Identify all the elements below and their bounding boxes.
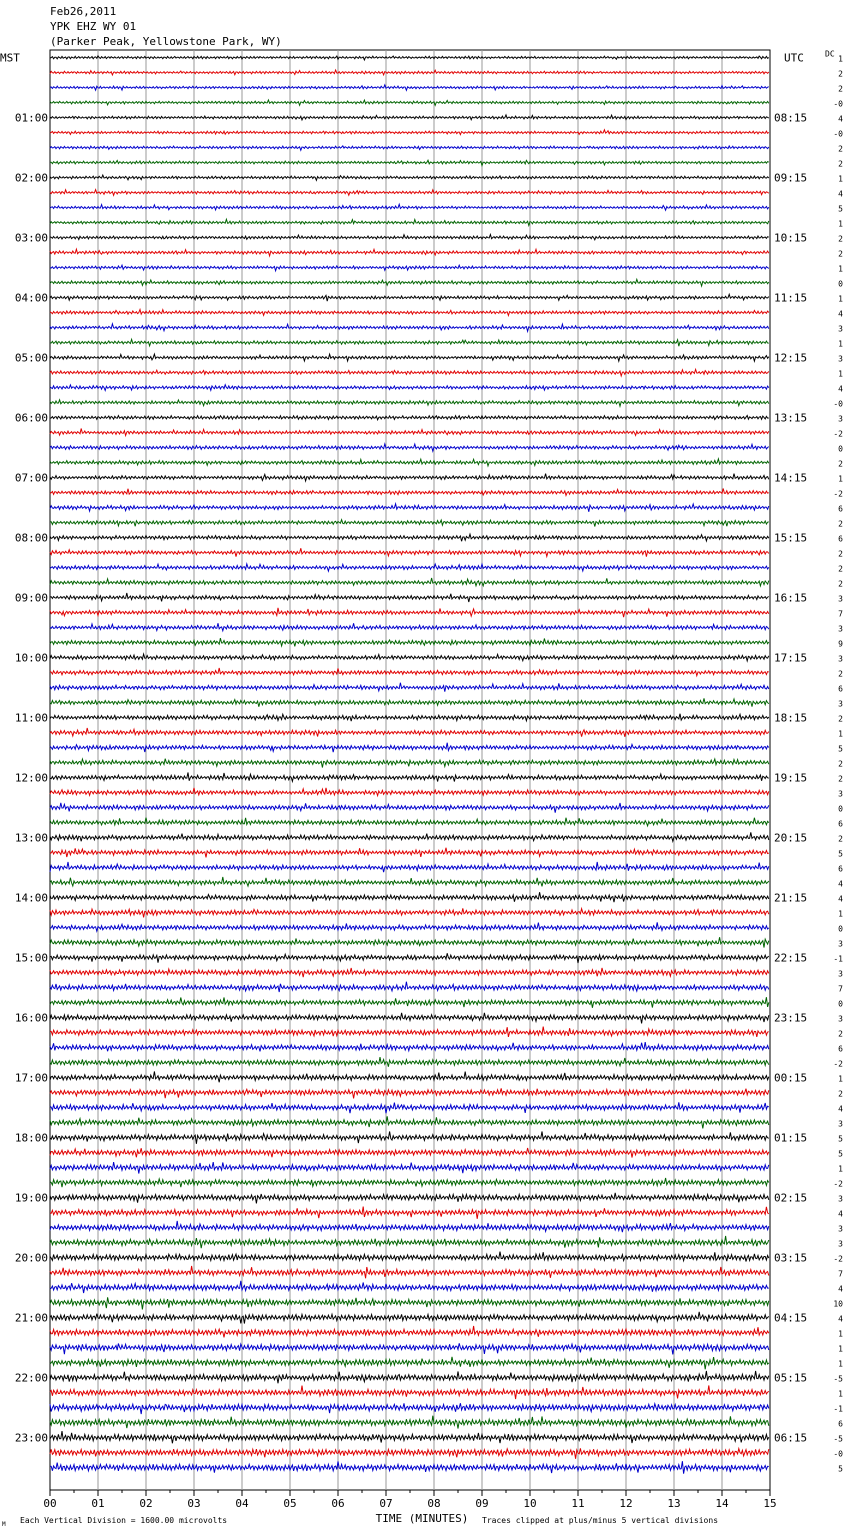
- dc-offset-label: 1: [838, 369, 843, 379]
- dc-offset-label: 1: [838, 1074, 843, 1084]
- left-hour-label: 10:00: [14, 651, 48, 665]
- trace-row: [50, 743, 769, 752]
- trace-row: [50, 385, 769, 391]
- dc-offset-label: 4: [838, 1104, 843, 1114]
- x-tick-label: 09: [475, 1497, 489, 1510]
- dc-offset-label: -0: [833, 99, 843, 109]
- x-tick-label: 06: [331, 1497, 345, 1510]
- trace-row: [50, 1252, 769, 1262]
- dc-offset-label: 4: [838, 879, 843, 889]
- dc-offset-label: 6: [838, 684, 843, 694]
- dc-offset-label: 2: [838, 1089, 843, 1099]
- right-hour-label: 20:15: [774, 831, 808, 845]
- trace-row: [50, 1236, 769, 1248]
- trace-row: [50, 638, 769, 646]
- dc-offset-label: 3: [838, 1194, 843, 1204]
- dc-offset-label: 3: [838, 654, 843, 664]
- trace-row: [50, 354, 769, 361]
- left-hour-label: 17:00: [14, 1071, 48, 1085]
- trace-row: [50, 369, 769, 376]
- dc-offset-label: 1: [838, 174, 843, 184]
- right-hour-label: 02:15: [774, 1191, 808, 1205]
- dc-offset-label: 6: [838, 864, 843, 874]
- trace-row: [50, 1266, 769, 1278]
- dc-offset-label: 2: [838, 564, 843, 574]
- left-hour-label: 18:00: [14, 1131, 48, 1145]
- trace-row: [50, 1178, 769, 1187]
- x-tick-label: 07: [379, 1497, 393, 1510]
- right-hour-label: 23:15: [774, 1011, 808, 1025]
- trace-row: [50, 1027, 769, 1037]
- trace-row: [50, 265, 769, 271]
- dc-offset-label: 2: [838, 1029, 843, 1039]
- dc-offset-label: 3: [838, 789, 843, 799]
- header-location: (Parker Peak, Yellowstone Park, WY): [50, 35, 282, 48]
- trace-row: [50, 1042, 769, 1051]
- trace-row: [50, 324, 769, 331]
- dc-offset-label: 4: [838, 1209, 843, 1219]
- trace-row: [50, 339, 769, 346]
- left-hour-label: 05:00: [14, 351, 48, 365]
- dc-offset-label: 3: [838, 969, 843, 979]
- dc-offset-label: 0: [838, 999, 843, 1009]
- dc-offset-label: 3: [838, 1239, 843, 1249]
- dc-offset-label: -0: [833, 399, 843, 409]
- dc-offset-label: -0: [833, 129, 843, 139]
- dc-offset-label: 1: [838, 729, 843, 739]
- dc-offset-label: 0: [838, 279, 843, 289]
- trace-row: [50, 310, 769, 316]
- dc-offset-label: -1: [833, 954, 843, 964]
- dc-offset-label: 1: [838, 1329, 843, 1339]
- left-hour-label: 14:00: [14, 891, 48, 905]
- trace-row: [50, 862, 769, 872]
- trace-row: [50, 520, 769, 527]
- left-hour-label: 19:00: [14, 1191, 48, 1205]
- right-hour-label: 14:15: [774, 471, 808, 485]
- dc-offset-label: 2: [838, 579, 843, 589]
- dc-offset-label: 4: [838, 1284, 843, 1294]
- dc-offset-label: 4: [838, 114, 843, 124]
- trace-row: [50, 1461, 769, 1474]
- right-timezone-label: UTC: [784, 51, 804, 65]
- left-hour-label: 13:00: [14, 831, 48, 845]
- trace-row: [50, 160, 769, 165]
- trace-row: [50, 623, 769, 631]
- dc-offset-label: 5: [838, 204, 843, 214]
- right-hour-label: 10:15: [774, 231, 808, 245]
- dc-offset-label: 1: [838, 474, 843, 484]
- x-tick-label: 00: [43, 1497, 57, 1510]
- trace-row: [50, 429, 769, 436]
- dc-offset-label: 3: [838, 324, 843, 334]
- trace-row: [50, 1102, 769, 1113]
- dc-offset-label: 2: [838, 519, 843, 529]
- x-tick-label: 15: [763, 1497, 777, 1510]
- left-hour-label: 12:00: [14, 771, 48, 785]
- dc-offset-label: -2: [833, 1254, 843, 1264]
- dc-offset-label: 1: [838, 1164, 843, 1174]
- right-hour-label: 06:15: [774, 1431, 808, 1445]
- trace-row: [50, 1343, 769, 1354]
- trace-row: [50, 982, 769, 992]
- trace-row: [50, 818, 769, 826]
- trace-row: [50, 204, 769, 210]
- trace-row: [50, 1326, 769, 1337]
- dc-offset-label: 3: [838, 414, 843, 424]
- trace-row: [50, 922, 769, 931]
- dc-offset-label: 1: [838, 339, 843, 349]
- trace-row: [50, 175, 769, 180]
- left-hour-label: 09:00: [14, 591, 48, 605]
- left-hour-label: 15:00: [14, 951, 48, 965]
- trace-row: [50, 968, 769, 977]
- dc-offset-label: 0: [838, 924, 843, 934]
- right-hour-label: 08:15: [774, 111, 808, 125]
- left-hour-label: 07:00: [14, 471, 48, 485]
- x-tick-label: 10: [523, 1497, 537, 1510]
- dc-offset-label: -5: [833, 1434, 843, 1444]
- left-hour-label: 01:00: [14, 111, 48, 125]
- dc-offset-label: -2: [833, 489, 843, 499]
- dc-offset-label: 1: [838, 219, 843, 229]
- dc-offset-label: 2: [838, 774, 843, 784]
- trace-row: [50, 698, 769, 706]
- trace-row: [50, 474, 769, 481]
- dc-offset-label: 5: [838, 849, 843, 859]
- dc-offset-label: 3: [838, 624, 843, 634]
- dc-offset-label: 6: [838, 1419, 843, 1429]
- dc-offset-label: -2: [833, 1179, 843, 1189]
- right-hour-label: 22:15: [774, 951, 808, 965]
- trace-row: [50, 1116, 769, 1128]
- x-tick-label: 08: [427, 1497, 441, 1510]
- left-hour-label: 21:00: [14, 1311, 48, 1325]
- trace-row: [50, 1416, 769, 1429]
- trace-row: [50, 1357, 769, 1370]
- dc-offset-label: 3: [838, 939, 843, 949]
- trace-row: [50, 100, 769, 105]
- dc-offset-label: 2: [838, 669, 843, 679]
- dc-offset-label: 6: [838, 534, 843, 544]
- header-station: YPK EHZ WY 01: [50, 20, 137, 33]
- dc-offset-label: 5: [838, 1134, 843, 1144]
- dc-offset-label: 4: [838, 309, 843, 319]
- dc-offset-label: 3: [838, 1224, 843, 1234]
- trace-row: [50, 56, 769, 60]
- trace-row: [50, 294, 769, 301]
- right-hour-label: 19:15: [774, 771, 808, 785]
- right-hour-label: 11:15: [774, 291, 808, 305]
- dc-offset-label: 2: [838, 459, 843, 469]
- x-tick-label: 02: [139, 1497, 153, 1510]
- right-hour-label: 21:15: [774, 891, 808, 905]
- trace-row: [50, 1431, 769, 1443]
- trace-row: [50, 1448, 769, 1458]
- dc-offset-label: 2: [838, 549, 843, 559]
- dc-offset-label: -2: [833, 429, 843, 439]
- right-hour-label: 17:15: [774, 651, 808, 665]
- trace-row: [50, 400, 769, 406]
- x-tick-label: 11: [571, 1497, 585, 1510]
- dc-offset-label: 5: [838, 744, 843, 754]
- trace-row: [50, 1403, 769, 1414]
- right-hour-label: 01:15: [774, 1131, 808, 1145]
- trace-row: [50, 444, 769, 451]
- dc-offset-label: 3: [838, 1014, 843, 1024]
- trace-row: [50, 578, 769, 586]
- dc-offset-label: 3: [838, 1119, 843, 1129]
- trace-row: [50, 1162, 769, 1173]
- trace-row: [50, 593, 769, 602]
- dc-offset-label: -2: [833, 1059, 843, 1069]
- right-hour-label: 05:15: [774, 1371, 808, 1385]
- trace-row: [50, 668, 769, 676]
- right-hour-label: 13:15: [774, 411, 808, 425]
- trace-row: [50, 1057, 769, 1067]
- trace-row: [50, 892, 769, 902]
- dc-offset-label: 2: [838, 834, 843, 844]
- trace-row: [50, 85, 769, 90]
- dc-offset-label: 1: [838, 54, 843, 64]
- dc-offset-label: 4: [838, 894, 843, 904]
- trace-row: [50, 1088, 769, 1098]
- trace-row: [50, 1071, 769, 1082]
- left-hour-label: 22:00: [14, 1371, 48, 1385]
- right-hour-label: 15:15: [774, 531, 808, 545]
- dc-offset-label: 6: [838, 504, 843, 514]
- dc-offset-label: 3: [838, 699, 843, 709]
- dc-offset-label: 4: [838, 189, 843, 199]
- trace-row: [50, 654, 769, 661]
- trace-row: [50, 1281, 769, 1293]
- dc-offset-label: 1: [838, 1359, 843, 1369]
- dc-offset-label: 2: [838, 69, 843, 79]
- dc-offset-label: 6: [838, 819, 843, 829]
- trace-row: [50, 728, 769, 737]
- dc-offset-label: 2: [838, 714, 843, 724]
- dc-offset-label: 1: [838, 1344, 843, 1354]
- left-hour-label: 03:00: [14, 231, 48, 245]
- trace-row: [50, 1221, 769, 1232]
- trace-row: [50, 803, 769, 813]
- trace-row: [50, 70, 769, 75]
- trace-row: [50, 773, 769, 782]
- dc-offset-label: 7: [838, 984, 843, 994]
- dc-offset-label: 2: [838, 84, 843, 94]
- dc-offset-label: 4: [838, 384, 843, 394]
- trace-row: [50, 908, 769, 917]
- dc-offset-label: 3: [838, 354, 843, 364]
- x-tick-label: 01: [91, 1497, 105, 1510]
- footer-scale-note: Each Vertical Division = 1600.00 microvolts: [20, 1516, 228, 1525]
- x-tick-label: 12: [619, 1497, 633, 1510]
- trace-row: [50, 235, 769, 240]
- left-hour-label: 20:00: [14, 1251, 48, 1265]
- dc-offset-label: 10: [833, 1299, 843, 1309]
- trace-row: [50, 1148, 769, 1158]
- trace-row: [50, 832, 769, 841]
- dc-offset-label: 1: [838, 294, 843, 304]
- dc-offset-label: 7: [838, 609, 843, 619]
- trace-row: [50, 953, 769, 963]
- trace-row: [50, 1207, 769, 1219]
- trace-row: [50, 1312, 769, 1324]
- footer-clip-note: Traces clipped at plus/minus 5 vertical divisions: [482, 1516, 719, 1525]
- trace-row: [50, 219, 769, 225]
- dc-offset-label: 3: [838, 594, 843, 604]
- dc-offset-label: 6: [838, 1044, 843, 1054]
- trace-row: [50, 1371, 769, 1383]
- dc-offset-label: 2: [838, 249, 843, 259]
- trace-row: [50, 848, 769, 858]
- right-hour-label: 00:15: [774, 1071, 808, 1085]
- trace-row: [50, 548, 769, 557]
- dc-offset-label: 2: [838, 159, 843, 169]
- right-hour-label: 03:15: [774, 1251, 808, 1265]
- dc-offset-label: 1: [838, 909, 843, 919]
- dc-offset-label: 1: [838, 1389, 843, 1399]
- trace-row: [50, 190, 769, 196]
- right-hour-label: 16:15: [774, 591, 808, 605]
- x-tick-label: 14: [715, 1497, 729, 1510]
- trace-row: [50, 997, 769, 1008]
- trace-row: [50, 416, 769, 420]
- left-hour-label: 04:00: [14, 291, 48, 305]
- dc-label: DC: [825, 49, 835, 59]
- trace-row: [50, 788, 769, 796]
- trace-row: [50, 504, 769, 512]
- x-tick-label: 05: [283, 1497, 297, 1510]
- trace-row: [50, 608, 769, 617]
- dc-offset-label: -5: [833, 1374, 843, 1384]
- dc-offset-label: 0: [838, 444, 843, 454]
- trace-row: [50, 1297, 769, 1309]
- left-hour-label: 11:00: [14, 711, 48, 725]
- trace-row: [50, 1193, 769, 1204]
- dc-offset-label: -1: [833, 1404, 843, 1414]
- trace-row: [50, 249, 769, 256]
- trace-row: [50, 534, 769, 541]
- trace-row: [50, 759, 769, 768]
- header-date: Feb26,2011: [50, 5, 117, 18]
- dc-offset-label: 4: [838, 1314, 843, 1324]
- trace-row: [50, 1385, 769, 1399]
- trace-row: [50, 146, 769, 150]
- left-hour-label: 16:00: [14, 1011, 48, 1025]
- trace-row: [50, 877, 769, 886]
- dc-offset-label: -0: [833, 1449, 843, 1459]
- right-hour-label: 09:15: [774, 171, 808, 185]
- trace-row: [50, 130, 769, 135]
- dc-offset-label: 0: [838, 804, 843, 814]
- left-hour-label: 23:00: [14, 1431, 48, 1445]
- trace-row: [50, 459, 769, 466]
- dc-offset-label: 5: [838, 1464, 843, 1474]
- dc-offset-label: 9: [838, 639, 843, 649]
- x-axis-label: TIME (MINUTES): [375, 1512, 469, 1525]
- x-tick-label: 04: [235, 1497, 249, 1510]
- x-tick-label: 13: [667, 1497, 681, 1510]
- dc-offset-label: 1: [838, 264, 843, 274]
- trace-row: [50, 564, 769, 571]
- dc-offset-label: 2: [838, 144, 843, 154]
- trace-row: [50, 714, 769, 721]
- left-hour-label: 06:00: [14, 411, 48, 425]
- dc-offset-label: 7: [838, 1269, 843, 1279]
- trace-row: [50, 1013, 769, 1024]
- trace-row: [50, 1131, 769, 1143]
- left-hour-label: 02:00: [14, 171, 48, 185]
- trace-row: [50, 683, 769, 692]
- dc-offset-label: 5: [838, 1149, 843, 1159]
- trace-row: [50, 489, 769, 496]
- right-hour-label: 04:15: [774, 1311, 808, 1325]
- right-hour-label: 18:15: [774, 711, 808, 725]
- trace-row: [50, 279, 769, 286]
- x-tick-label: 03: [187, 1497, 201, 1510]
- trace-row: [50, 937, 769, 947]
- dc-offset-label: 2: [838, 759, 843, 769]
- dc-offset-label: 2: [838, 234, 843, 244]
- trace-row: [50, 115, 769, 120]
- right-hour-label: 12:15: [774, 351, 808, 365]
- corner-mark: M: [2, 1521, 6, 1528]
- left-timezone-label: MST: [0, 51, 20, 65]
- left-hour-label: 08:00: [14, 531, 48, 545]
